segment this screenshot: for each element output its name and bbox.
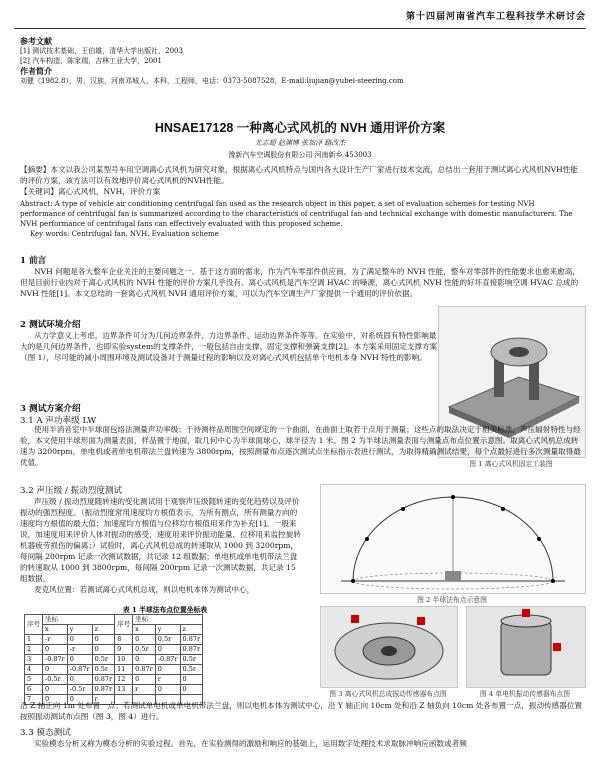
table-cell: 0 [43,645,68,655]
section-3-3-title: 3.3 模态测试 [20,728,71,738]
section-3-2 [20,484,302,595]
table-cell: 0 [92,635,115,645]
table-1 [24,614,203,705]
table-cell: r [155,675,180,685]
table-cell: 0 [67,695,92,705]
table-cell: 9 [115,645,133,655]
motor-sensor-image [467,607,585,687]
reference-item: [2] 汽车构造，陈家瑞，吉林工业大学，2001 [20,57,162,65]
table-cell: -0.5r [67,685,92,695]
references [20,36,580,86]
table-cell: 0 [155,645,180,655]
section-3-2-text: 声压级 / 振动烈度随转速的变化测试用于观察声压级随转速的变化趋势以及评价振动的强烈程度。（振动烈度常用速度均方根值表示，为所有测点，所有测量方向的速度均方根值的最大值；加速度均方根值与位移均方根值用来作为补充[1]。一般来说，加速度用来评价人体对振动的感受，速度用来评价振动能量，位移用来监控旋转机器疲劳损伤的偏离；）试验时，离心式风机总成的转速取从 1000 到 3200rpm，每间隔 200rpm 记录一次测试数据，共记录 12 组数据；单电机或单电机带法兰盘的转速取从 1000 到 3800rpm，每间隔 200rpm 记录一次测试数据，共记录 15 组数据。 [20,497,301,583]
reference-item: [1] 测试技术基础，王伯雄，清华大学出版社，2003 [20,47,183,55]
table-row [25,655,203,665]
table-header-cell: x [133,625,156,635]
coordinate-table [24,614,203,705]
section-1 [20,254,580,299]
table-cell: 0.87r [92,675,115,685]
table-cell: 10 [115,655,133,665]
table-cell: 5 [25,675,43,685]
table-cell: 0.5r [180,665,203,675]
table-cell: 12 [115,675,133,685]
table-cell: 0 [67,675,92,685]
section-3-1-text: 使用半消音室中半球面包络法测量声功率级；于待测样品周围空间规定的一个曲面，在曲面上取若干点用于测量；这些点的取法决定于相关标准，声压辐射特性与经验，本文使用半球形面为测量表面，样品置于地面，取几何中心为半球面球心，球半径为 1 米。图 2 为半球法测量表面与测量点布点位置示意图。取离心式风机总成转速为 3200rpm，单电机或者单电机带法兰盘转速为 3800rpm，按照测量布点逐次测试点坐标指示表进行测试，为取得精确测试结果，每个点最好进行多次测量取得最优值。 [20,425,581,467]
table-header-cell: y [67,625,92,635]
table-cell: -0.87r [155,655,180,665]
table-cell: 0 [180,675,203,685]
table-cell: 0 [43,695,68,705]
abstract-cn: 【摘要】本文以我公司某型号车用空调离心式风机为研究对象，根据离心式风机特点与国内各大设计生产厂家进行技术交流，总结出一套用于测试离心式风机NVH性能的评价方案，该方法可以有效地评价离心式风机的NVH性能。 [20,165,578,185]
table-cell: 0 [43,665,68,675]
table-header-cell: z [180,625,203,635]
section-1-text: NVH 问题是各大整车企业关注的主要问题之一。基于这方面的需求，作为汽车零部件供应商，为了满足整车的 NVH 性能，整车对零部件的性能要求也愈来愈高，但是目前行业内对于离心式风机的 NVH 性能的评价方案几乎没有。离心式风机是汽车空调 HVAC 的噪源，离心式风机 NVH 性能的好坏直接影响空调 HVAC 总成的 NVH 性能[1]。本文总结的一套离心式风机 NVH 通用评价方案，可以为汽车空调生产厂家提供一个通用的评价依据。 [20,267,580,298]
section-3-1-title: 3.1 A 声功率级 LW [20,416,97,426]
table-cell: -0.87r [43,655,68,665]
section-3-3 [20,726,584,749]
table-cell: 7 [25,695,43,705]
section-3-2-continued [20,700,584,722]
table-header-cell: x [43,625,68,635]
references-title: 参考文献 [20,36,52,46]
table-cell: 0.87r [180,645,203,655]
table-header-row [25,615,203,625]
table-cell: 0 [67,655,92,665]
figure-3 [320,606,458,688]
table-cell: 0 [133,675,156,685]
table-cell: 0 [155,665,180,675]
table-cell: 0.87r [92,685,115,695]
table-header-cell: 坐标 [43,615,115,625]
table-cell: 0 [133,635,156,645]
table-cell: r [92,695,115,705]
table-cell: 6 [25,685,43,695]
section-3-2-text3: 沿 Z 轴正向 1m 处布置一点；若测试单电机或单电机带法兰盘，则以电机本体为测试中心，沿 Y 轴正向 10cm 处和沿 Z 轴负向 10cm 处各布置一点，振动传感器位置按照振动测试布点图（图 3，图 4）进行。 [20,701,583,721]
table-cell: 0.5r [92,665,115,675]
table-cell: 0 [92,645,115,655]
section-3-2-title: 3.2 声压级 / 振动烈度测试 [20,486,123,496]
table-header-cell: z [92,625,115,635]
table-cell: 0.5r [133,645,156,655]
table-cell: 0.87r [180,635,203,645]
table-cell: 1 [25,635,43,645]
figure-4-caption: 图 4 单电机振动传感器布点图 [479,690,571,698]
table-cell: 0.5r [155,635,180,645]
table-row [25,635,203,645]
table-cell: 0.5r [92,655,115,665]
section-2 [20,318,440,363]
table-cell: r [133,685,156,695]
table-row [25,675,203,685]
table-header-cell: y [155,625,180,635]
table-cell: -r [43,635,68,645]
keywords-en: Key words: Centrifugal fan, NVH, Evaluation scheme [30,230,219,238]
table-cell: 3 [25,655,43,665]
page-header: 第十四届河南省汽车工程科技学术研讨会 [14,6,586,29]
paper-affiliation: 豫新汽车空调股份有限公司 河南新乡 453003 [228,151,372,159]
section-2-title: 2 测试环境介绍 [20,320,81,330]
section-2-text: 从力学意义上考虑，边界条件可分为几何边界条件、力边界条件、运动边界条件等等。在实验中，对系统固有特性影响最大的是几何边界条件，也即实验system的支撑条件，一般包括自由支撑、固定支撑和弹簧支撑[2]。本方案采用固定支撑方案（图 1），尽可能的减小周围环境及测试设备对于测量过程的影响以及对离心式风机包括单个电机本身 NVH 特性的影响。 [20,331,438,362]
table-cell: -r [67,645,92,655]
paper-authors: 尤志超 赵渊博 张加泽 路改杰 [254,139,346,147]
table-cell: 11 [115,665,133,675]
table-cell: 0 [155,685,180,695]
table-cell: 0 [180,685,203,695]
figure-2 [320,484,586,594]
table-header-row [25,625,203,635]
table-1-title: 表 1 半球法布点位置坐标表 [122,606,208,614]
table-cell: -0.87r [67,665,92,675]
abstract-block [20,164,580,239]
keywords-cn: 【关键词】离心式风机，NVH，评价方案 [20,187,161,196]
section-3 [20,402,436,426]
section-3-2-text2: 麦克风位置：若测试离心式风机总成，则以电机本体为测试中心， [34,585,255,594]
table-row [25,665,203,675]
table-cell: -0.5r [43,675,68,685]
table-cell: 13 [115,685,133,695]
table-row [25,685,203,695]
author-intro-text: 刘健（1982.8），男，汉族，河南邓城人，本科，工程师，电话：0373-5087528，E-mail:liujian@yubei-steering.com [20,77,404,85]
table-header-cell: 序号 [115,615,133,635]
table-cell: 0.5r [180,655,203,665]
section-3-1-body [20,424,584,468]
table-cell: 8 [115,635,133,645]
figure-4 [466,606,586,688]
section-3-title: 3 测试方案介绍 [20,404,81,414]
abstract-en: Abstract: A type of vehicle air conditioning centrifugal fan used as the research object in this paper, a set of evaluation schemes for testing NVH performance of centrifugal fan is summarized according to the characteristics of centrifugal fan and technical exchange with domestic manufacturers. The NVH performance of centrifugal fans can effectively evaluated with this proposed scheme. [20,200,573,228]
table-header-cell: 序号 [25,615,43,635]
table-cell: 4 [25,665,43,675]
table-header-cell: 坐标 [133,615,203,625]
figure-1-caption: 图 1 离心式风机固定工装图 [469,460,553,468]
figure-2-caption: 图 2 半球法布点示意图 [417,596,487,604]
section-1-title: 1 前言 [20,256,47,266]
hemisphere-diagram [321,485,585,593]
figure-3-caption: 图 3 离心式风机总成振动传感器布点图 [329,690,447,698]
table-cell: 0.87r [133,665,156,675]
table-cell: 0 [43,685,68,695]
table-cell: 0 [133,655,156,665]
paper-title: HNSAE17128 一种离心式风机的 NVH 通用评价方案 [154,121,446,135]
fan-assembly-sensor-image [321,607,457,687]
table-row [25,645,203,655]
table-cell: 0 [67,635,92,645]
table-cell: 2 [25,645,43,655]
author-intro-title: 作者简介 [20,66,52,76]
section-3-3-text: 实验模态分析又称为模态分析的实验过程。首先，在实验测得的激励和响应的基础上，运用数字处理技术求取脉冲响应函数或者频 [34,739,467,748]
